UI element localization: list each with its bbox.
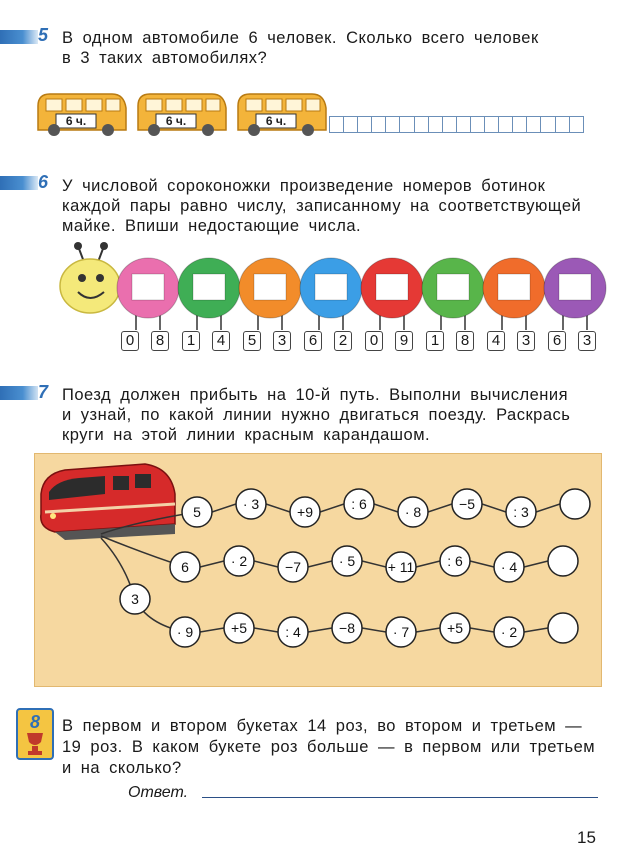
track-step-circle	[170, 552, 200, 582]
track-step-circle	[224, 613, 254, 643]
track-step-circle	[440, 613, 470, 643]
centipede-segment	[117, 258, 179, 330]
task7-text-line3: круги на этой линии красным карандашом.	[62, 426, 431, 444]
centipede-segment	[178, 258, 240, 330]
boot-number: 3	[517, 331, 535, 351]
boot-number: 0	[365, 331, 383, 351]
centipede-segment	[300, 258, 362, 330]
svg-text:· 2: · 2	[230, 553, 248, 569]
answer-cell[interactable]	[414, 116, 429, 133]
centipede-segment	[239, 258, 301, 330]
answer-line[interactable]	[202, 797, 598, 798]
answer-cell[interactable]	[526, 116, 541, 133]
svg-text:3: 3	[131, 591, 139, 607]
answer-cell[interactable]	[470, 116, 485, 133]
bus-label-3: 6 ч.	[265, 114, 287, 128]
task7-text-line1: Поезд должен прибыть на 10-й путь. Выполни вычисления	[62, 386, 569, 404]
task8-number: 8	[29, 712, 41, 732]
boot-number: 6	[548, 331, 566, 351]
track-step-circle	[170, 617, 200, 647]
answer-cell[interactable]	[569, 116, 584, 133]
shirt-number-box[interactable]	[315, 274, 347, 300]
svg-text:+9: +9	[297, 504, 313, 520]
centipede-segment	[422, 258, 484, 330]
shirt-number-box[interactable]	[132, 274, 164, 300]
boot-number: 6	[304, 331, 322, 351]
track-end-circle[interactable]	[548, 546, 578, 576]
answer-cell[interactable]	[399, 116, 414, 133]
svg-text:: 4: : 4	[285, 624, 301, 640]
shirt-number-box[interactable]	[559, 274, 591, 300]
svg-text:−7: −7	[285, 559, 301, 575]
svg-text:+5: +5	[447, 620, 463, 636]
track-step-circle	[506, 497, 536, 527]
train-icon	[41, 464, 175, 540]
track-step-circle	[278, 617, 308, 647]
centipede-illustration	[54, 240, 614, 332]
boot-number: 3	[578, 331, 596, 351]
answer-cell[interactable]	[385, 116, 400, 133]
track-step-circle	[386, 617, 416, 647]
answer-cell[interactable]	[343, 116, 358, 133]
answer-label: Ответ.	[128, 784, 189, 801]
trophy-badge-icon	[16, 708, 54, 760]
svg-text:· 3: · 3	[242, 496, 260, 512]
boot-number: 4	[212, 331, 230, 351]
track-step-circle	[182, 497, 212, 527]
centipede-head	[60, 242, 120, 313]
task8-text-line1: В первом и втором букетах 14 роз, во втором и третьем —	[62, 717, 583, 735]
task8-text-line2: 19 роз. В каком букете роз больше — в первом или третьем	[62, 738, 596, 756]
track-step-circle	[398, 497, 428, 527]
task6-text-line2: каждой пары равно числу, записанному на соответствующей	[62, 197, 582, 215]
svg-text:· 5: · 5	[338, 553, 356, 569]
track-step-circle	[494, 552, 524, 582]
answer-cell[interactable]	[512, 116, 527, 133]
train-puzzle-panel	[34, 453, 602, 687]
page-number: 15	[577, 828, 596, 847]
svg-text:5: 5	[193, 504, 201, 520]
task7-number: 7	[38, 382, 49, 402]
shirt-number-box[interactable]	[376, 274, 408, 300]
track-step-circle	[344, 489, 374, 519]
svg-text:· 7: · 7	[392, 624, 410, 640]
task6-number: 6	[38, 172, 49, 192]
answer-cell[interactable]	[371, 116, 386, 133]
svg-text:: 3: : 3	[513, 504, 529, 520]
shirt-number-box[interactable]	[437, 274, 469, 300]
boot-number: 1	[426, 331, 444, 351]
svg-text:· 2: · 2	[500, 624, 518, 640]
bus-icon-3	[234, 86, 328, 138]
boot-number: 0	[121, 331, 139, 351]
task5-text-line1: В одном автомобиле 6 человек. Сколько всего человек	[62, 29, 539, 47]
track-step-circle	[278, 552, 308, 582]
centipede-segment	[483, 258, 545, 330]
boot-number: 8	[456, 331, 474, 351]
track-step-circle	[440, 546, 470, 576]
task7-tab-marker	[0, 386, 38, 400]
svg-text:: 6: : 6	[351, 496, 367, 512]
task5-text-line2: в 3 таких автомобилях?	[62, 49, 268, 67]
task6-text-line1: У числовой сороконожки произведение номеров ботинок	[62, 177, 546, 195]
boot-number: 4	[487, 331, 505, 351]
boot-number: 1	[182, 331, 200, 351]
track-step-circle	[224, 546, 254, 576]
svg-text:· 4: · 4	[500, 559, 518, 575]
answer-cell[interactable]	[498, 116, 513, 133]
boot-number: 3	[273, 331, 291, 351]
track-step-circle	[452, 489, 482, 519]
track-start-circle	[120, 584, 150, 614]
answer-cell[interactable]	[456, 116, 471, 133]
answer-cell[interactable]	[540, 116, 555, 133]
task5-answer-cells[interactable]	[330, 116, 584, 133]
svg-text:+ 11: + 11	[387, 559, 415, 575]
task7-text-line2: и узнай, по какой линии нужно двигаться поезду. Раскрась	[62, 406, 571, 424]
task6-tab-marker	[0, 176, 38, 190]
track-step-circle	[386, 552, 416, 582]
svg-text:+5: +5	[231, 620, 247, 636]
shirt-number-box[interactable]	[193, 274, 225, 300]
svg-text:6: 6	[181, 559, 189, 575]
svg-text:· 8: · 8	[404, 504, 422, 520]
answer-cell[interactable]	[329, 116, 344, 133]
track-end-circle[interactable]	[560, 489, 590, 519]
bus-label-2: 6 ч.	[165, 114, 187, 128]
bus-icon-2	[134, 86, 228, 138]
shirt-number-box[interactable]	[254, 274, 286, 300]
bus-label-1: 6 ч.	[65, 114, 87, 128]
answer-cell[interactable]	[484, 116, 499, 133]
boot-number: 9	[395, 331, 413, 351]
answer-cell[interactable]	[555, 116, 570, 133]
task6-text-line3: майке. Впиши недостающие числа.	[62, 217, 362, 235]
bus-icon-1	[34, 86, 128, 138]
svg-text:· 9: · 9	[176, 624, 194, 640]
task8-text-line3: и на сколько?	[62, 759, 182, 777]
boot-number: 8	[151, 331, 169, 351]
track-step-circle	[494, 617, 524, 647]
shirt-number-box[interactable]	[498, 274, 530, 300]
svg-text:−8: −8	[339, 620, 355, 636]
svg-text:−5: −5	[459, 496, 475, 512]
centipede-segment	[544, 258, 606, 330]
answer-cell[interactable]	[357, 116, 372, 133]
track-end-circle[interactable]	[548, 613, 578, 643]
centipede-segment	[361, 258, 423, 330]
track-step-circle	[290, 497, 320, 527]
answer-cell[interactable]	[428, 116, 443, 133]
boot-number: 5	[243, 331, 261, 351]
track-step-circle	[332, 613, 362, 643]
task5-number: 5	[38, 25, 49, 45]
answer-cell[interactable]	[442, 116, 457, 133]
track-step-circle	[236, 489, 266, 519]
boot-number: 2	[334, 331, 352, 351]
track-step-circle	[332, 546, 362, 576]
task5-tab-marker	[0, 30, 38, 44]
svg-text:: 6: : 6	[447, 553, 463, 569]
